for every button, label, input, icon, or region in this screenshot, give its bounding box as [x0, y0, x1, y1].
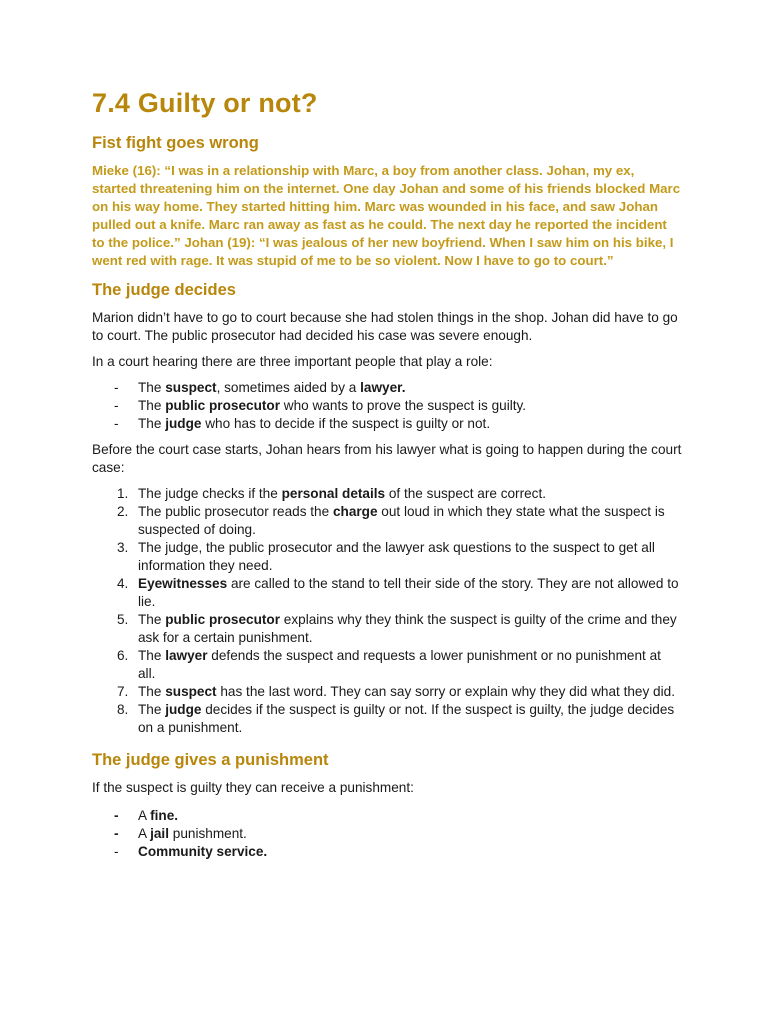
list-item-step: 6. The lawyer defends the suspect and requests a lower punishment or no punishment at all.	[117, 648, 661, 682]
paragraph-punishment-intro: If the suspect is guilty they can receive a punishment:	[92, 780, 414, 796]
testimony-quote: Mieke (16): “I was in a relationship with Marc, a boy from another class. Johan, my ex, started threatening him on the internet. One day Johan and some of his friends blocked Marc on his way home. They started hitting him. Marc was wounded in his face, and saw Johan pulled out a knife. Marc ran away as fast as he could. The next day he reported the incident to the police.” Johan (19): “I was jealous of her new boyfriend. When I saw him on his bike, I went red with rage. It was stupid of me to be so violent. Now I have to go to court.”	[92, 163, 681, 268]
list-item-step: 5. The public prosecutor explains why they think the suspect is guilty of the crime and they ask for a certain punishment.	[117, 612, 677, 646]
paragraph-before-court: Before the court case starts, Johan hears from his lawyer what is going to happen during the court case:	[92, 442, 682, 476]
court-steps-list	[92, 485, 682, 737]
list-item-role: - The public prosecutor who wants to prove the suspect is guilty.	[114, 398, 527, 414]
section-heading-fist-fight: Fist fight goes wrong	[92, 134, 259, 152]
list-item-step: 2. The public prosecutor reads the charge out loud in which they state what the suspect is suspected of doing.	[117, 504, 665, 538]
list-item-role: - The judge who has to decide if the suspect is guilty or not.	[114, 416, 491, 432]
list-item-step: 1. The judge checks if the personal details of the suspect are correct.	[117, 486, 547, 502]
paragraph-court-hearing: In a court hearing there are three important people that play a role:	[92, 354, 493, 370]
paragraph-marion: Marion didn’t have to go to court because she had stolen things in the shop. Johan did have to go to court. The public prosecutor had decided his case was severe enough.	[92, 310, 678, 344]
list-item-punishment: - Community service.	[114, 844, 268, 860]
section-heading-judge-decides: The judge decides	[92, 281, 236, 300]
list-item-step: 8. The judge decides if the suspect is guilty or not. If the suspect is guilty, the judge decides on a punishment.	[117, 702, 675, 736]
list-item-punishment: - A jail punishment.	[114, 826, 247, 842]
list-item-step: 7. The suspect has the last word. They can say sorry or explain why they did what they did.	[117, 684, 675, 700]
punishments-list	[92, 807, 682, 861]
list-item-role: - The suspect, sometimes aided by a lawyer.	[114, 380, 406, 396]
page-title: 7.4 Guilty or not?	[92, 88, 318, 118]
roles-list	[92, 379, 682, 433]
section-heading-punishment: The judge gives a punishment	[92, 751, 329, 770]
list-item-punishment: - A fine.	[114, 808, 179, 824]
document-page	[92, 86, 682, 869]
list-item-step: 4. Eyewitnesses are called to the stand to tell their side of the story. They are not allowed to lie.	[117, 576, 679, 610]
list-item-step: 3. The judge, the public prosecutor and the lawyer ask questions to the suspect to get all information they need.	[117, 540, 655, 574]
